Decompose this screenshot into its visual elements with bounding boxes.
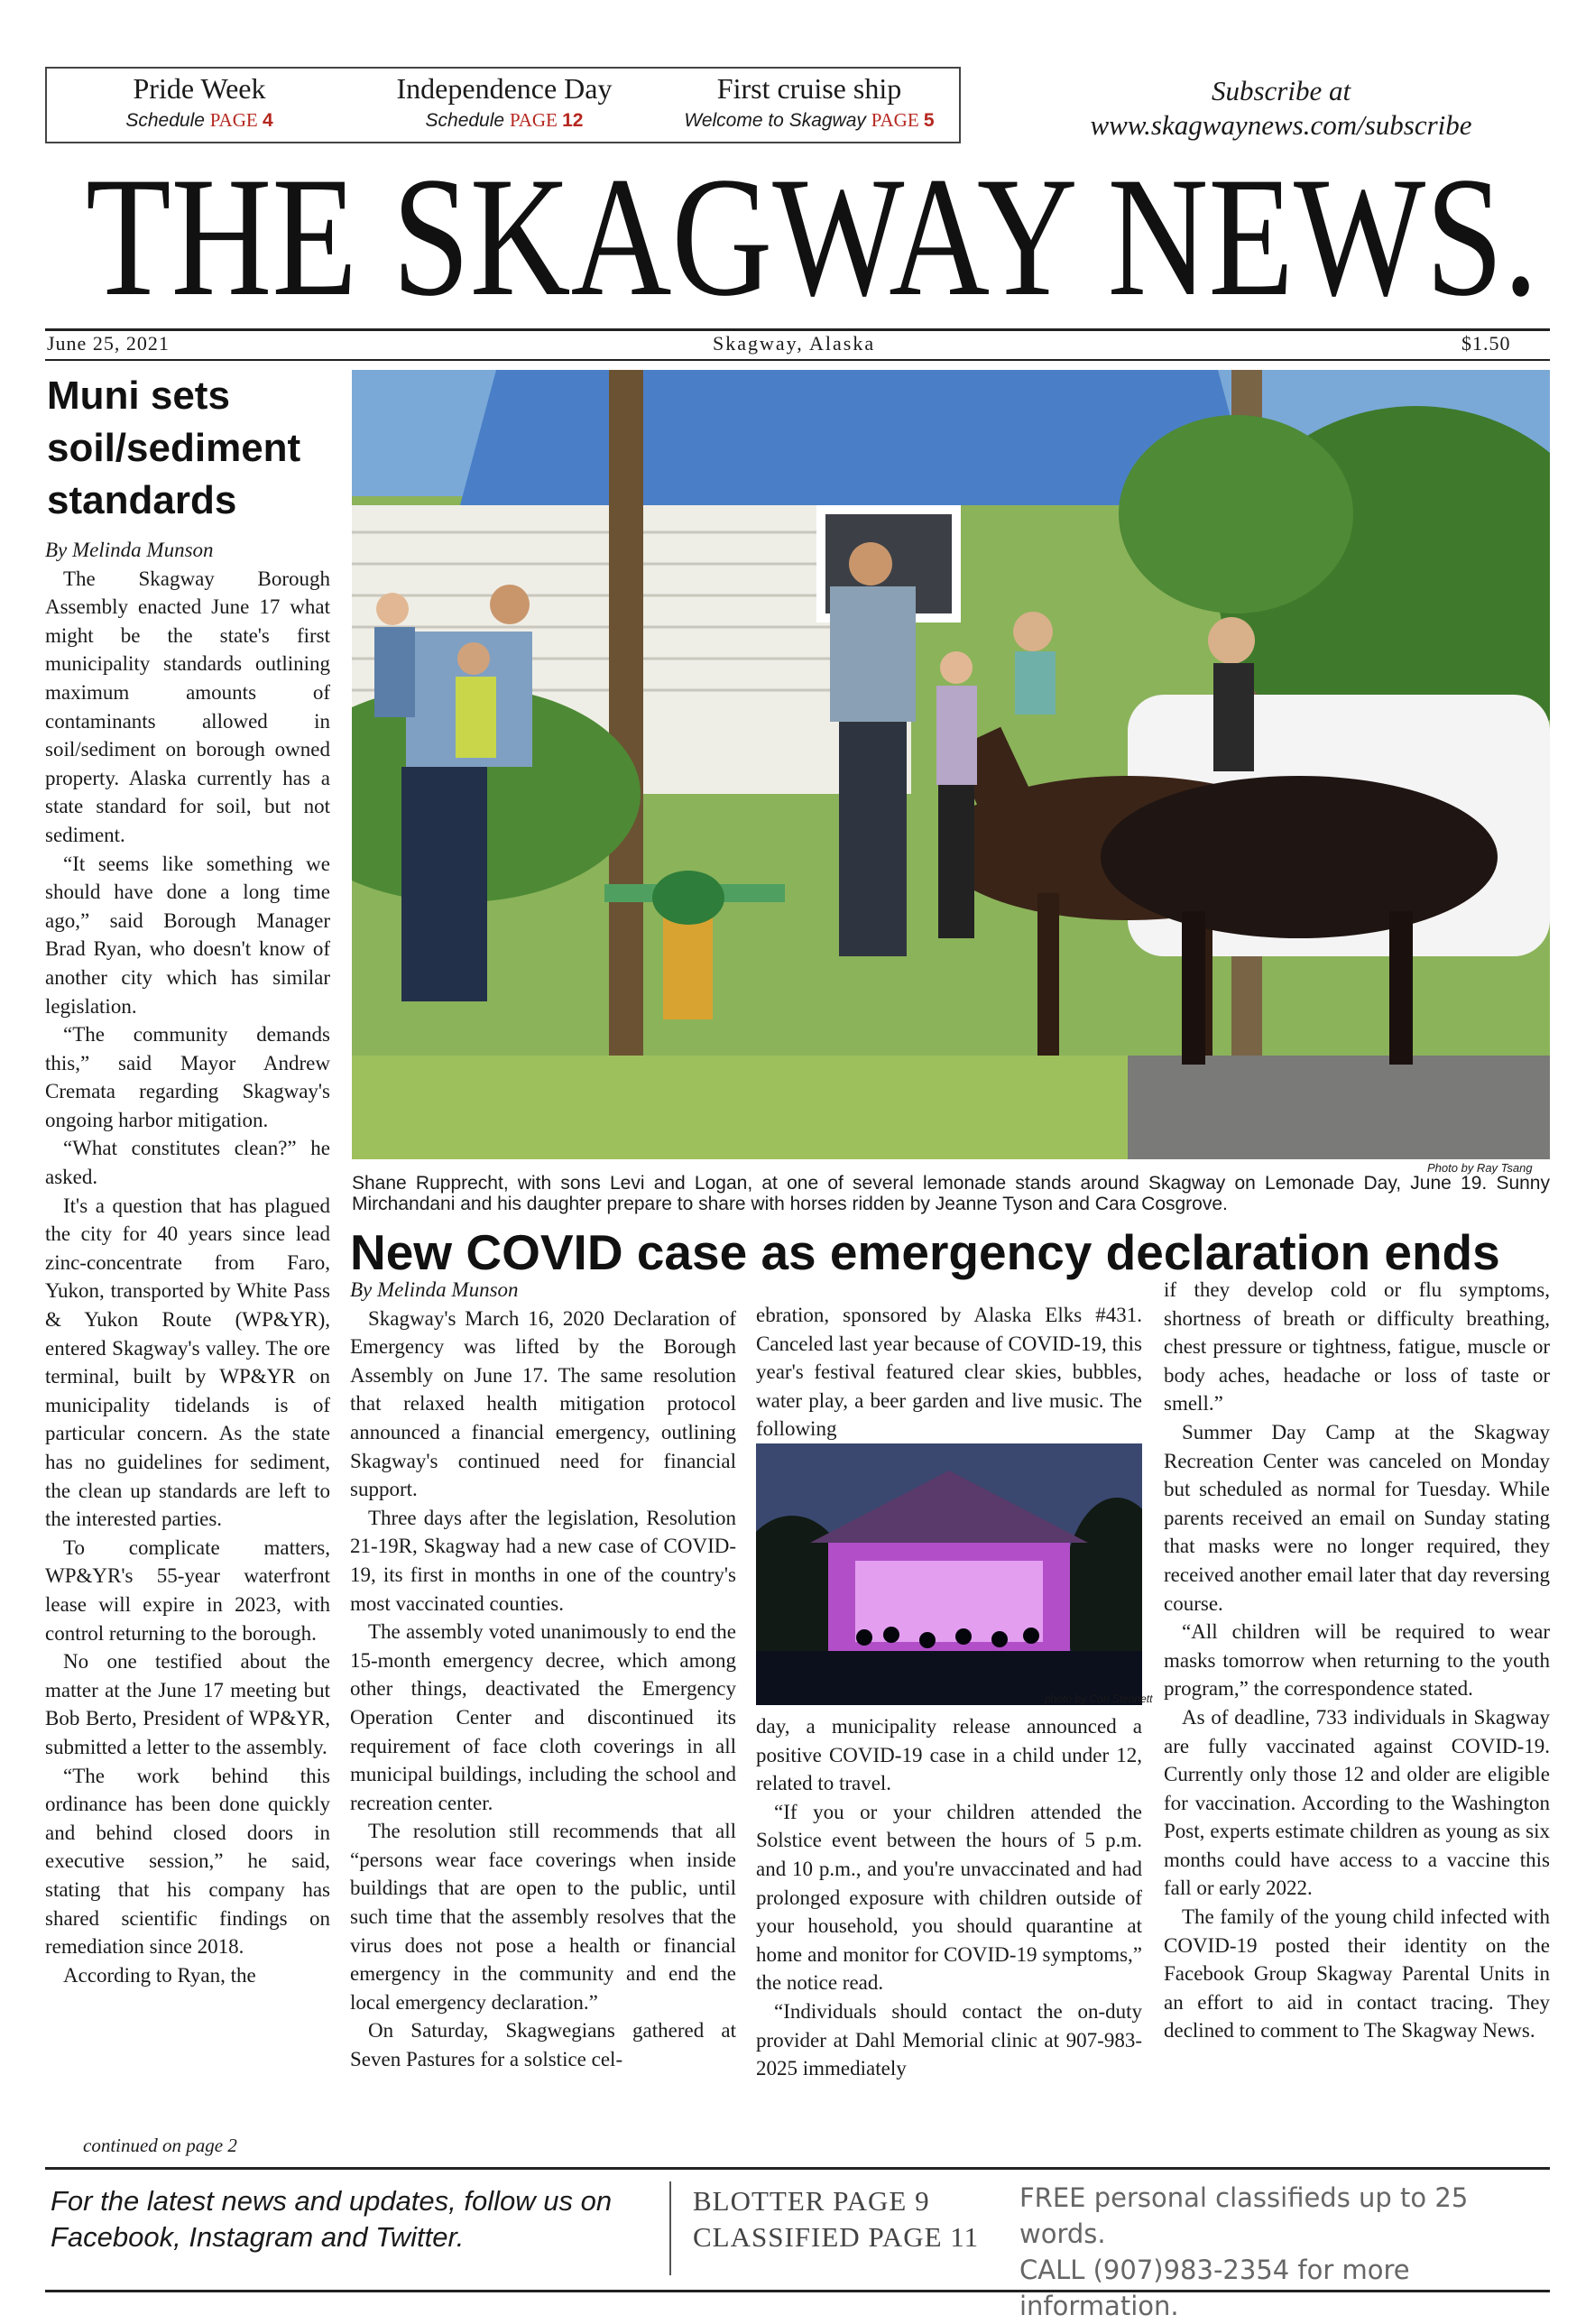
teaser-sub: Schedule PAGE 4 [125, 109, 273, 131]
paragraph: “What constitutes clean?” he asked. [45, 1137, 330, 1189]
teaser-title: Independence Day [396, 72, 613, 105]
muni-headline[interactable]: Muni sets soil/sediment standards [47, 374, 301, 522]
paragraph: According to Ryan, the [63, 1963, 256, 1987]
paragraph: The assembly voted unanimously to end the 15-month emergency decree, which among other things, deactivated the Emergency Operation Center and discontinued its requirement of face cloth coverings in all municipal buildings, including the school and recreation center. [350, 1620, 736, 1814]
issue-date: June 25, 2021 [47, 332, 170, 355]
paragraph: “It seems like something we should have done a long time ago,” said Borough Manager Brad Ryan, who doesn't know of another city which has similar legislation. [45, 852, 330, 1018]
paragraph: On Saturday, Skagwegians gathered at Seven Pastures for a solstice cel- [350, 2019, 736, 2071]
paragraph: Skagway's March 16, 2020 Declaration of Emergency was lifted by the Borough Assembly on June 17. The same resolution that relaxed health mitigation protocol announced a financial emergency, outlining Skagway's continued need for financial support. [350, 1306, 736, 1501]
teaser-first-cruise-ship[interactable] [657, 69, 962, 132]
paragraph: The resolution still recommends that all “persons wear face coverings when inside buildings that are open to the public, until such time that the assembly resolves that the virus does not pose a health or financial emergency in the community and end the local emergency declaration.” [350, 1820, 736, 2014]
paragraph: It's a question that has plagued the city for 40 years since lead zinc-concentrate from Faro, Yukon, transported by White Pass & Yukon Route (WP&YR), entered Skagway's valley. The ore terminal, built by WP&YR on municipality tidelands is of particular concern. As the state has no guidelines for sediment, the clean up standards are left to the interested parties. [45, 1194, 330, 1531]
footer-top-rule [45, 2167, 1550, 2170]
lemonade-day-photo [352, 370, 1550, 1159]
paragraph: “The community demands this,” said Mayor Andrew Cremata regarding Skagway's ongoing harbor mitigation. [45, 1023, 330, 1131]
covid-column-2-bottom [756, 1712, 1142, 2083]
paragraph: “If you or your children attended the Solstice event between the hours of 5 p.m. and 10 p.m., and you're unvaccinated and had prolonged exposure with children outside of your household, you should quarantine at home and monitor for COVID-19 symptoms,” the notice read. [756, 1800, 1142, 1995]
covid-byline: By Melinda Munson [350, 1278, 519, 1301]
covid-column-1 [350, 1276, 736, 2074]
classifieds-notice: FREE personal classifieds up to 25 words. CALL (907)983-2354 for more information. [1019, 2182, 1469, 2321]
page-index [693, 2183, 982, 2255]
covid-column-3 [1164, 1276, 1550, 2045]
teaser-sub: Welcome to Skagway PAGE 5 [684, 109, 935, 131]
teaser-title: First cruise ship [716, 72, 902, 105]
social-follow-notice: For the latest news and updates, follow us on Facebook, Instagram and Twitter. [51, 2185, 613, 2253]
paragraph: “All children will be required to wear masks tomorrow when returning to the youth program,” the correspondence stated. [1164, 1620, 1550, 1701]
photo-caption: Shane Rupprecht, with sons Levi and Logan, at one of several lemonade stands around Skagway on Lemonade Day, June 19. Sunny Mirchandani and his daughter prepare to share with horses ridden by Jeanne Tyson and Cara Cosgrove. [352, 1173, 1550, 1214]
paragraph: To complicate matters, WP&YR's 55-year waterfront lease will expire in 2023, with control returning to the borough. [45, 1536, 330, 1645]
paragraph: Summer Day Camp at the Skagway Recreation Center was canceled on Monday but scheduled as normal for Tuesday. While parents received an email on Sunday stating that masks were no longer required, they received another email later that day reversing course. [1164, 1420, 1550, 1615]
masthead [72, 143, 1552, 323]
solstice-event-photo [756, 1443, 1142, 1705]
masthead-rule [45, 328, 1550, 331]
subscribe-notice[interactable] [1028, 74, 1534, 143]
teaser-pride-week[interactable] [47, 69, 352, 132]
continued-link[interactable]: continued on page 2 [83, 2135, 237, 2156]
dateline-rule [45, 359, 1550, 361]
paragraph: No one testified about the matter at the June 17 meeting but Bob Berto, President of WP&YR, submitted a letter to the assembly. [45, 1650, 330, 1758]
paragraph: “Individuals should contact the on-duty provider at Dahl Memorial clinic at 907-983-2025 immediately [756, 1999, 1142, 2080]
masthead-title: THE SKAGWAY NEWS. [86, 143, 1538, 323]
paragraph: Three days after the legislation, Resolution 21-19R, Skagway had a new case of COVID-19, its first in months in one of the country's most vaccinated counties. [350, 1506, 736, 1615]
muni-story-body [45, 536, 330, 1989]
blotter-link[interactable]: BLOTTER PAGE 9 [693, 2185, 930, 2217]
teaser-box [45, 67, 961, 143]
paragraph: “The work behind this ordinance has been done quickly and behind closed doors in executive session,” he said, stating that his company has shared scientific findings on remediation since 2018. [45, 1764, 330, 1959]
teaser-independence-day[interactable] [352, 69, 657, 132]
paragraph: The Skagway Borough Assembly enacted June 17 what might be the state's first municipality standards outlining maximum amounts of contaminants allowed in soil/sediment on borough owned property. Alaska currently has a state standard for soil, but not sediment. [45, 567, 330, 846]
dateline-place: Skagway, Alaska [713, 332, 876, 355]
footer-bottom-rule [45, 2290, 1550, 2292]
teaser-sub: Schedule PAGE 12 [425, 109, 584, 131]
footer-divider [669, 2181, 671, 2275]
covid-headline[interactable]: New COVID case as emergency declaration ends [350, 1224, 1500, 1280]
muni-byline: By Melinda Munson [45, 539, 214, 561]
subscribe-url[interactable]: www.skagwaynews.com/subscribe [1090, 109, 1472, 141]
inset-photo-credit: photo by Cori Stennett [1045, 1692, 1153, 1705]
paragraph: if they develop cold or flu symptoms, shortness of breath or difficulty breathing, chest pressure or tightness, fatigue, muscle or body aches, headache or loss of taste or smell.” [1164, 1278, 1550, 1416]
teaser-title: Pride Week [133, 72, 266, 105]
covid-column-2-top [756, 1301, 1142, 1443]
paragraph: The family of the young child infected with COVID-19 posted their identity on the Facebook Group Skagway Parental Units in an effort to aid in contact tracing. They declined to comment to The Skagway News. [1164, 1905, 1550, 2043]
photo-credit: Photo by Ray Tsang [1427, 1161, 1533, 1175]
paragraph: ebration, sponsored by Alaska Elks #431. Canceled last year because of COVID-19, this year's festival featured clear skies, bubbles, water play, a beer garden and live music. The following [756, 1304, 1142, 1441]
issue-price: $1.50 [1461, 332, 1511, 355]
paragraph: day, a municipality release announced a positive COVID-19 case in a child under 12, related to travel. [756, 1715, 1142, 1795]
subscribe-line1: Subscribe at [1211, 75, 1351, 106]
paragraph: As of deadline, 733 individuals in Skagway are fully vaccinated against COVID-19. Currently only those 12 and older are eligible for vaccination. According to the Washington Post, experts estimate children as young as six months could have access to a vaccine this fall or early 2022. [1164, 1705, 1550, 1900]
classified-link[interactable]: CLASSIFIED PAGE 11 [693, 2221, 980, 2253]
